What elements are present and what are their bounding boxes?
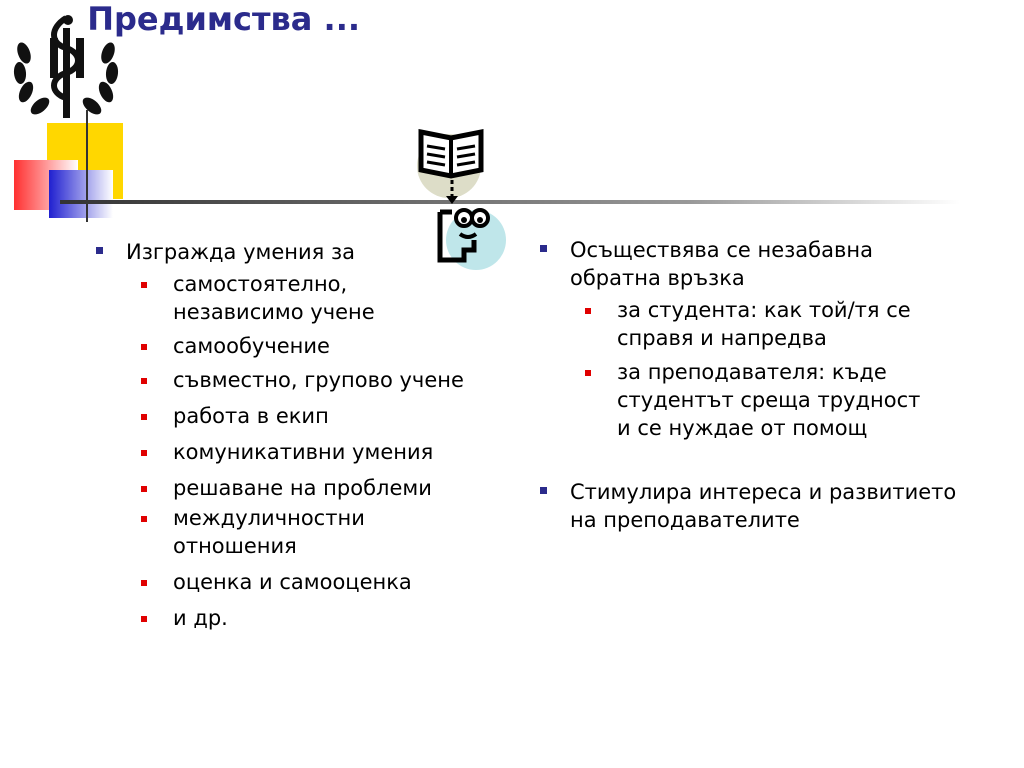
left-sub-item xyxy=(141,270,423,326)
left-sub-item xyxy=(141,568,526,596)
left-column xyxy=(96,238,526,632)
right-main-text: Стимулира интереса и развитието на преподавателите xyxy=(570,480,957,532)
left-sub-text: самообучение xyxy=(173,334,330,358)
left-sub-item xyxy=(141,402,526,430)
left-main-text: Изгражда умения за xyxy=(126,240,356,264)
left-sub-text: решаване на проблеми xyxy=(173,476,432,500)
bullet-square-icon xyxy=(540,245,547,252)
university-logo xyxy=(10,8,122,123)
left-sub-item xyxy=(141,474,526,502)
bullet-red-icon xyxy=(141,486,147,492)
right-main-text: Осъществява се незабавна обратна връзка xyxy=(570,238,873,290)
decor-vertical-line xyxy=(86,110,88,222)
right-sub-item xyxy=(585,296,937,352)
right-sub-text: за преподавателя: къде студентът среща трудност и се нуждае от помощ xyxy=(617,360,921,440)
bullet-red-icon xyxy=(585,308,591,314)
left-sub-text: и др. xyxy=(173,606,228,630)
left-sub-item xyxy=(141,504,373,560)
bullet-red-icon xyxy=(585,370,591,376)
decor-blue-square xyxy=(49,170,113,218)
left-sub-text: самостоятелно, независимо учене xyxy=(173,272,375,324)
left-sub-item xyxy=(141,332,526,360)
left-sub-item xyxy=(141,438,526,466)
bullet-square-icon xyxy=(540,487,547,494)
arrow-down-icon xyxy=(444,180,460,206)
bullet-red-icon xyxy=(141,282,147,288)
bullet-red-icon xyxy=(141,344,147,350)
right-main-item xyxy=(540,478,980,534)
bullet-red-icon xyxy=(141,378,147,384)
bullet-red-icon xyxy=(141,580,147,586)
left-sub-item xyxy=(141,604,526,632)
right-sub-item xyxy=(585,358,937,442)
left-sub-text: съвместно, групово учене xyxy=(173,368,464,392)
right-sub-text: за студента: как той/тя се справя и напредва xyxy=(617,298,911,350)
left-sub-text: комуникативни умения xyxy=(173,440,434,464)
right-column xyxy=(540,236,970,534)
decor-horizontal-line xyxy=(60,200,960,204)
left-sub-text: междуличностни отношения xyxy=(173,506,365,558)
right-main-item xyxy=(540,236,920,292)
left-sub-item xyxy=(141,366,526,394)
left-sub-text: работа в екип xyxy=(173,404,329,428)
left-sub-text: оценка и самооценка xyxy=(173,570,412,594)
page-title: Предимства ... xyxy=(87,0,360,38)
bullet-red-icon xyxy=(141,516,147,522)
bullet-red-icon xyxy=(141,414,147,420)
bullet-red-icon xyxy=(141,450,147,456)
bullet-red-icon xyxy=(141,616,147,622)
left-main-item xyxy=(96,238,526,266)
bullet-square-icon xyxy=(96,247,103,254)
